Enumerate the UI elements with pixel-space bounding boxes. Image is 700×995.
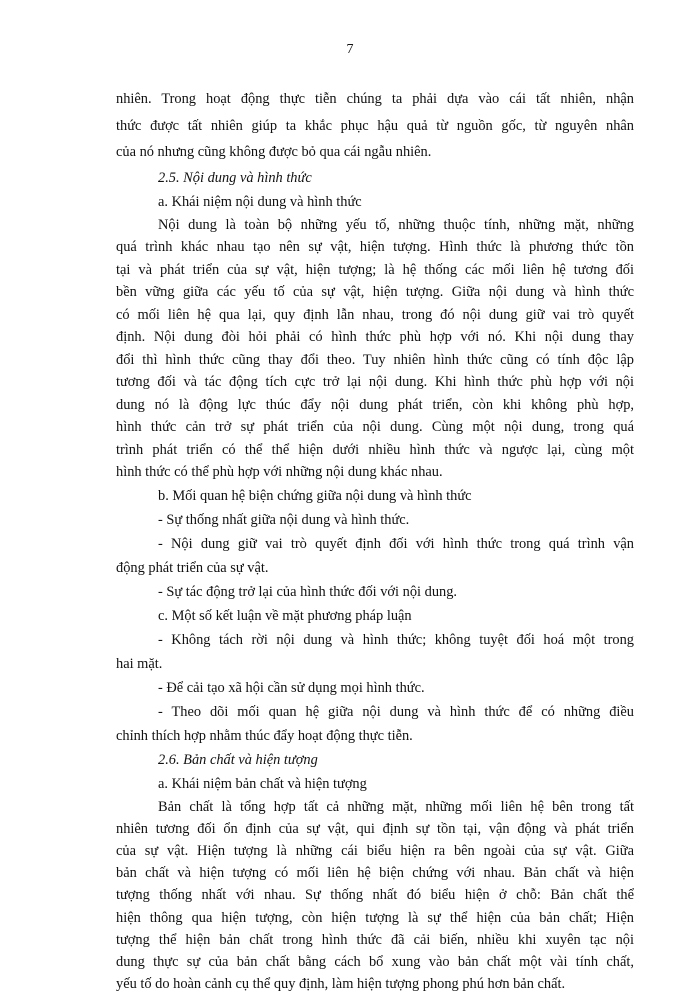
list-item: - Sự thống nhất giữa nội dung và hình thức.	[116, 508, 634, 532]
subheading-2-5-b: b. Mối quan hệ biện chứng giữa nội dung và hình thức	[116, 484, 634, 508]
list-item: - Để cải tạo xã hội cần sử dụng mọi hình thức.	[116, 676, 634, 700]
text-line: yếu tố do hoàn cảnh cụ thể quy định, làm hiện tượng phong phú hơn bản chất.	[116, 973, 634, 995]
subheading-2-5-a: a. Khái niệm nội dung và hình thức	[116, 190, 634, 214]
text-line: hiện thông qua hiện tượng, còn hiện tượng là sự thể hiện của bản chất; Hiện	[116, 907, 634, 929]
text-line: của sự vật. Hiện tượng là những cái biểu hiện ra bên ngoài của sự vật. Giữa	[116, 840, 634, 862]
text-line: tương đối và tác động tích cực trở lại nội dung. Khi hình thức phù hợp với nội	[116, 371, 634, 394]
text-line: đổi thì hình thức cũng thay đổi theo. Tuy nhiên hình thức cũng có tính độc lập	[116, 349, 634, 372]
list-item: - Sự tác động trở lại của hình thức đối với nội dung.	[116, 580, 634, 604]
text-line: Bản chất là tổng hợp tất cả những mặt, những mối liên hệ bên trong tất	[116, 796, 634, 818]
text-line: tượng thống nhất với nhau. Sự thống nhất đó biểu hiện ở chỗ: Bản chất thể	[116, 884, 634, 906]
text-line: bản chất và hiện tượng có mối liên hệ biện chứng với nhau. Bản chất và hiện	[116, 862, 634, 884]
text-line: nhiên. Trong hoạt động thực tiễn chúng ta phải dựa vào cái tất nhiên, nhận	[116, 86, 634, 113]
paragraph-noi-dung	[116, 214, 634, 484]
section-heading-2-5: 2.5. Nội dung và hình thức	[116, 166, 634, 190]
text-line: dung thực sự của bản chất bằng cách bổ xung vào bản chất một vài tính chất,	[116, 951, 634, 973]
section-heading-2-6: 2.6. Bản chất và hiện tượng	[116, 748, 634, 772]
text-line: hình thức cản trở sự phát triển của nội dung. Cùng một nội dung, trong quá	[116, 416, 634, 439]
text-line: quá trình khác nhau tạo nên sự vật, hiện tượng. Hình thức là phương thức tồn	[116, 236, 634, 259]
text-line: Nội dung là toàn bộ những yếu tố, những thuộc tính, những mặt, những	[116, 214, 634, 237]
text-line: hình thức có thể phù hợp với những nội dung khác nhau.	[116, 461, 634, 484]
text-line: tượng thể hiện bản chất trong hình thức đã cải biến, nhiều khi xuyên tạc nội	[116, 929, 634, 951]
text-line: có mối liên hệ qua lại, quy định lẫn nhau, trong đó nội dung giữ vai trò quyết	[116, 304, 634, 327]
subheading-2-6-a: a. Khái niệm bản chất và hiện tượng	[116, 772, 634, 796]
page-number: 7	[0, 42, 700, 58]
paragraph-ban-chat	[116, 796, 634, 995]
list-item: - Không tách rời nội dung và hình thức; không tuyệt đối hoá một trong hai mặt.	[116, 628, 634, 676]
text-line: trình phát triển có thể thể hiện dưới nhiều hình thức và ngược lại, cùng một	[116, 439, 634, 462]
page-content	[116, 86, 634, 995]
opening-paragraph	[116, 86, 634, 166]
text-line: thức được tất nhiên giúp ta khắc phục hậu quả từ nguồn gốc, từ nguyên nhân	[116, 113, 634, 140]
text-line: nhiên tương đối ổn định của sự vật, qui định sự tồn tại, vận động và phát triển	[116, 818, 634, 840]
text-line: tại và phát triển của sự vật, hiện tượng; là hệ thống các mối liên hệ tương đối	[116, 259, 634, 282]
text-line: bền vững giữa các yếu tố của sự vật, hiện tượng. Giữa nội dung và hình thức	[116, 281, 634, 304]
list-item: - Nội dung giữ vai trò quyết định đối với hình thức trong quá trình vận động phát triển của sự vật.	[116, 532, 634, 580]
text-line: của nó nhưng cũng không được bỏ qua cái ngẫu nhiên.	[116, 139, 634, 166]
text-line: định. Nội dung đòi hỏi phải có hình thức phù hợp với nó. Khi nội dung thay	[116, 326, 634, 349]
subheading-2-5-c: c. Một số kết luận về mặt phương pháp luận	[116, 604, 634, 628]
list-item: - Theo dõi mối quan hệ giữa nội dung và hình thức để có những điều chỉnh thích hợp nhằm thúc đẩy hoạt động thực tiễn.	[116, 700, 634, 748]
text-line: dung nó là động lực thúc đẩy nội dung phát triển, còn khi không phù hợp,	[116, 394, 634, 417]
